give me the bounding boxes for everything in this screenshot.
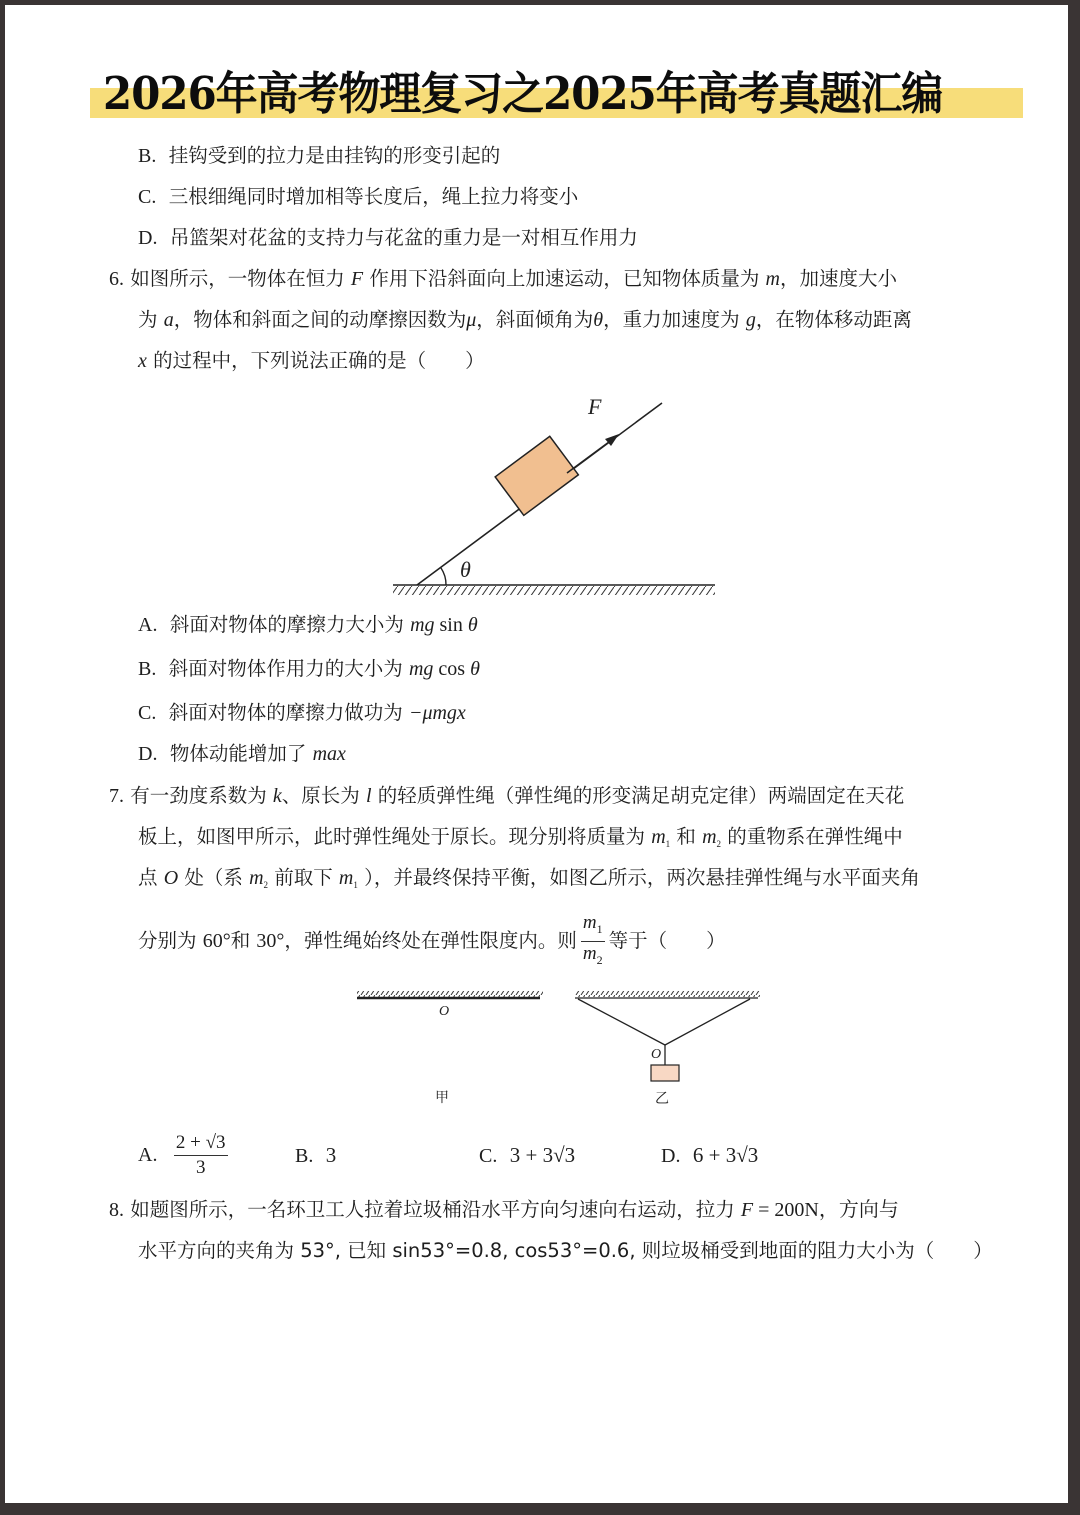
option-text: 斜面对物体作用力的大小为 (168, 657, 409, 680)
subscript: 2 (263, 880, 269, 890)
q7-line-3 (138, 864, 920, 899)
var-l: l (366, 785, 372, 807)
var-m2: m (249, 867, 264, 889)
question-number: 8. (109, 1199, 124, 1221)
exam-page (5, 5, 1068, 1503)
q7-text: 的轻质弹性绳（弹性绳的形变满足胡克定律）两端固定在天花 (371, 784, 905, 807)
q6-text: ，重力加速度为 (603, 308, 746, 331)
option-label: C. (138, 186, 157, 208)
angle-60: 60° (202, 929, 231, 952)
q6-line-3 (138, 347, 485, 375)
q6-option-c (138, 699, 466, 727)
q7-line-1 (109, 782, 904, 810)
q7-text: 、原长为 (281, 784, 366, 807)
q6-text: 如图所示，一物体在恒力 (130, 267, 351, 290)
figure-jia (357, 991, 543, 1106)
option-fn: sin (434, 614, 468, 636)
block (495, 436, 578, 515)
subscript: 2 (596, 952, 603, 967)
ground-hatch (393, 586, 715, 595)
prev-option-d (138, 224, 638, 252)
frac-numerator: m (582, 912, 597, 933)
q6-line-1 (109, 265, 897, 293)
frac-denominator: m (582, 942, 597, 964)
option-text: 斜面对物体的摩擦力做功为 (168, 701, 409, 724)
q6-option-b (138, 655, 480, 683)
option-label: A. (138, 1144, 158, 1166)
q7-text: ），并最终保持平衡，如图乙所示，两次悬挂弹性绳与水平面夹角 (357, 866, 920, 889)
q7-text: 有一劲度系数为 (130, 784, 273, 807)
rope-right (665, 999, 750, 1045)
q7-text: 板上，如图甲所示，此时弹性绳处于原长。现分别将质量为 (138, 825, 652, 848)
var-F: F (350, 268, 364, 290)
q7-line-4 (138, 911, 726, 972)
q8-line-1 (109, 1196, 899, 1224)
option-a-fraction (174, 1131, 228, 1180)
var-O: O (163, 867, 179, 889)
q6-text: ，加速度大小 (779, 267, 897, 290)
elastic-rope-diagrams (345, 983, 775, 1108)
incline-diagram (390, 387, 730, 602)
q8-text: = 200N，方向与 (753, 1199, 899, 1221)
option-label: B. (138, 145, 157, 167)
option-value: 6 + 3√3 (692, 1143, 759, 1167)
q6-text: 为 (138, 308, 164, 331)
subscript: 1 (353, 880, 358, 890)
var-m: m (765, 268, 780, 290)
q6-text: ，斜面倾角为 (476, 308, 594, 331)
option-label: B. (138, 658, 157, 680)
q6-line-2 (138, 306, 912, 334)
q8-text: 如题图所示，一名环卫工人拉着垃圾桶沿水平方向匀速向右运动，拉力 (130, 1198, 741, 1221)
option-text: 挂钩受到的拉力是由挂钩的形变引起的 (168, 144, 501, 167)
var-g: g (745, 309, 756, 331)
ceiling-hatch (357, 991, 543, 997)
subscript: 1 (665, 839, 671, 849)
question-number: 7. (109, 785, 124, 807)
prev-option-b (138, 142, 500, 170)
point-O-label: O (439, 1004, 450, 1019)
option-math: −μmgx (408, 702, 466, 724)
q7-text: ，弹性绳始终处在弹性限度内。则 (284, 928, 577, 952)
q7-option-a (138, 1125, 232, 1185)
var-m1: m (338, 867, 354, 889)
var-x: x (138, 350, 147, 372)
q7-text: 和 (230, 928, 257, 952)
q6-text: ，物体和斜面之间的动摩擦因数为 (173, 308, 467, 331)
var-m1: m (651, 826, 666, 848)
rope-left (578, 999, 665, 1045)
option-text: 物体动能增加了 (169, 742, 313, 765)
option-label: C. (138, 702, 157, 724)
option-label: C. (479, 1145, 498, 1167)
q6-text: 的过程中，下列说法正确的是（ ） (146, 349, 485, 372)
var-k: k (272, 785, 282, 807)
block-rect (495, 436, 578, 515)
force-arrow-shaft (567, 439, 613, 473)
subscript: 1 (596, 921, 603, 936)
q7-text: 前取下 (268, 866, 339, 889)
q7-line-2 (138, 823, 903, 858)
point-O-label: O (651, 1047, 662, 1062)
q7-text: 的重物系在弹性绳中 (721, 825, 903, 848)
option-math: max (312, 743, 346, 765)
var-mu: μ (466, 309, 477, 331)
question-number: 6. (109, 268, 124, 290)
frac-numerator: 2 + √3 (174, 1131, 228, 1156)
force-label: F (588, 394, 602, 419)
page-title: 2026年高考物理复习之2025年高考真题汇编 (103, 67, 943, 120)
q6-option-a (138, 611, 478, 639)
option-label: B. (295, 1145, 314, 1167)
option-var: θ (470, 658, 480, 680)
var-theta: θ (593, 309, 604, 331)
figure-yi (575, 991, 760, 1107)
q8-text: 水平方向的夹角为 53°, 已知 sin53°=0.8, cos53°=0.6, 则垃圾桶受到地面的阻力大小为（ ） (138, 1239, 993, 1262)
ceiling-hatch (575, 991, 760, 997)
option-text: 吊篮架对花盆的支持力与花盆的重力是一对相互作用力 (169, 226, 638, 249)
q6-text: 作用下沿斜面向上加速运动，已知物体质量为 (363, 267, 766, 290)
option-value: 3 (325, 1143, 337, 1167)
q6-option-d (138, 740, 346, 768)
subscript: 2 (716, 839, 722, 849)
q7-option-b (295, 1141, 336, 1170)
var-a: a (163, 309, 174, 331)
caption-yi: 乙 (655, 1092, 669, 1107)
q7-text: 处（系 (178, 866, 250, 889)
var-m2: m (702, 826, 717, 848)
var-F: F (740, 1199, 754, 1221)
option-text: 斜面对物体的摩擦力大小为 (169, 613, 411, 636)
q7-option-d (661, 1141, 758, 1170)
option-fn: cos (433, 658, 471, 680)
option-label: D. (138, 743, 158, 765)
q7-option-c (479, 1141, 575, 1170)
option-label: D. (138, 227, 158, 249)
angle-30: 30° (256, 929, 285, 952)
q7-text: 点 (138, 866, 164, 889)
theta-label: θ (460, 557, 471, 582)
option-value: 3 + 3√3 (509, 1143, 576, 1167)
prev-option-c (138, 183, 578, 211)
weight-block (651, 1065, 679, 1081)
frac-denominator: 3 (195, 1157, 206, 1178)
caption-jia: 甲 (435, 1091, 449, 1106)
angle-arc (441, 568, 446, 585)
q7-text: 和 (670, 825, 703, 848)
q6-text: ，在物体移动距离 (755, 308, 912, 331)
q7-text: 分别为 (138, 928, 203, 952)
q7-text: 等于（ ） (608, 928, 726, 952)
option-math: mg (410, 614, 435, 636)
option-label: A. (138, 614, 158, 636)
fraction-m1-m2 (581, 911, 605, 972)
option-text: 三根细绳同时增加相等长度后，绳上拉力将变小 (168, 185, 579, 208)
option-label: D. (661, 1145, 681, 1167)
q8-line-2 (138, 1237, 993, 1265)
option-math: mg (408, 658, 434, 680)
option-var: θ (467, 614, 478, 636)
